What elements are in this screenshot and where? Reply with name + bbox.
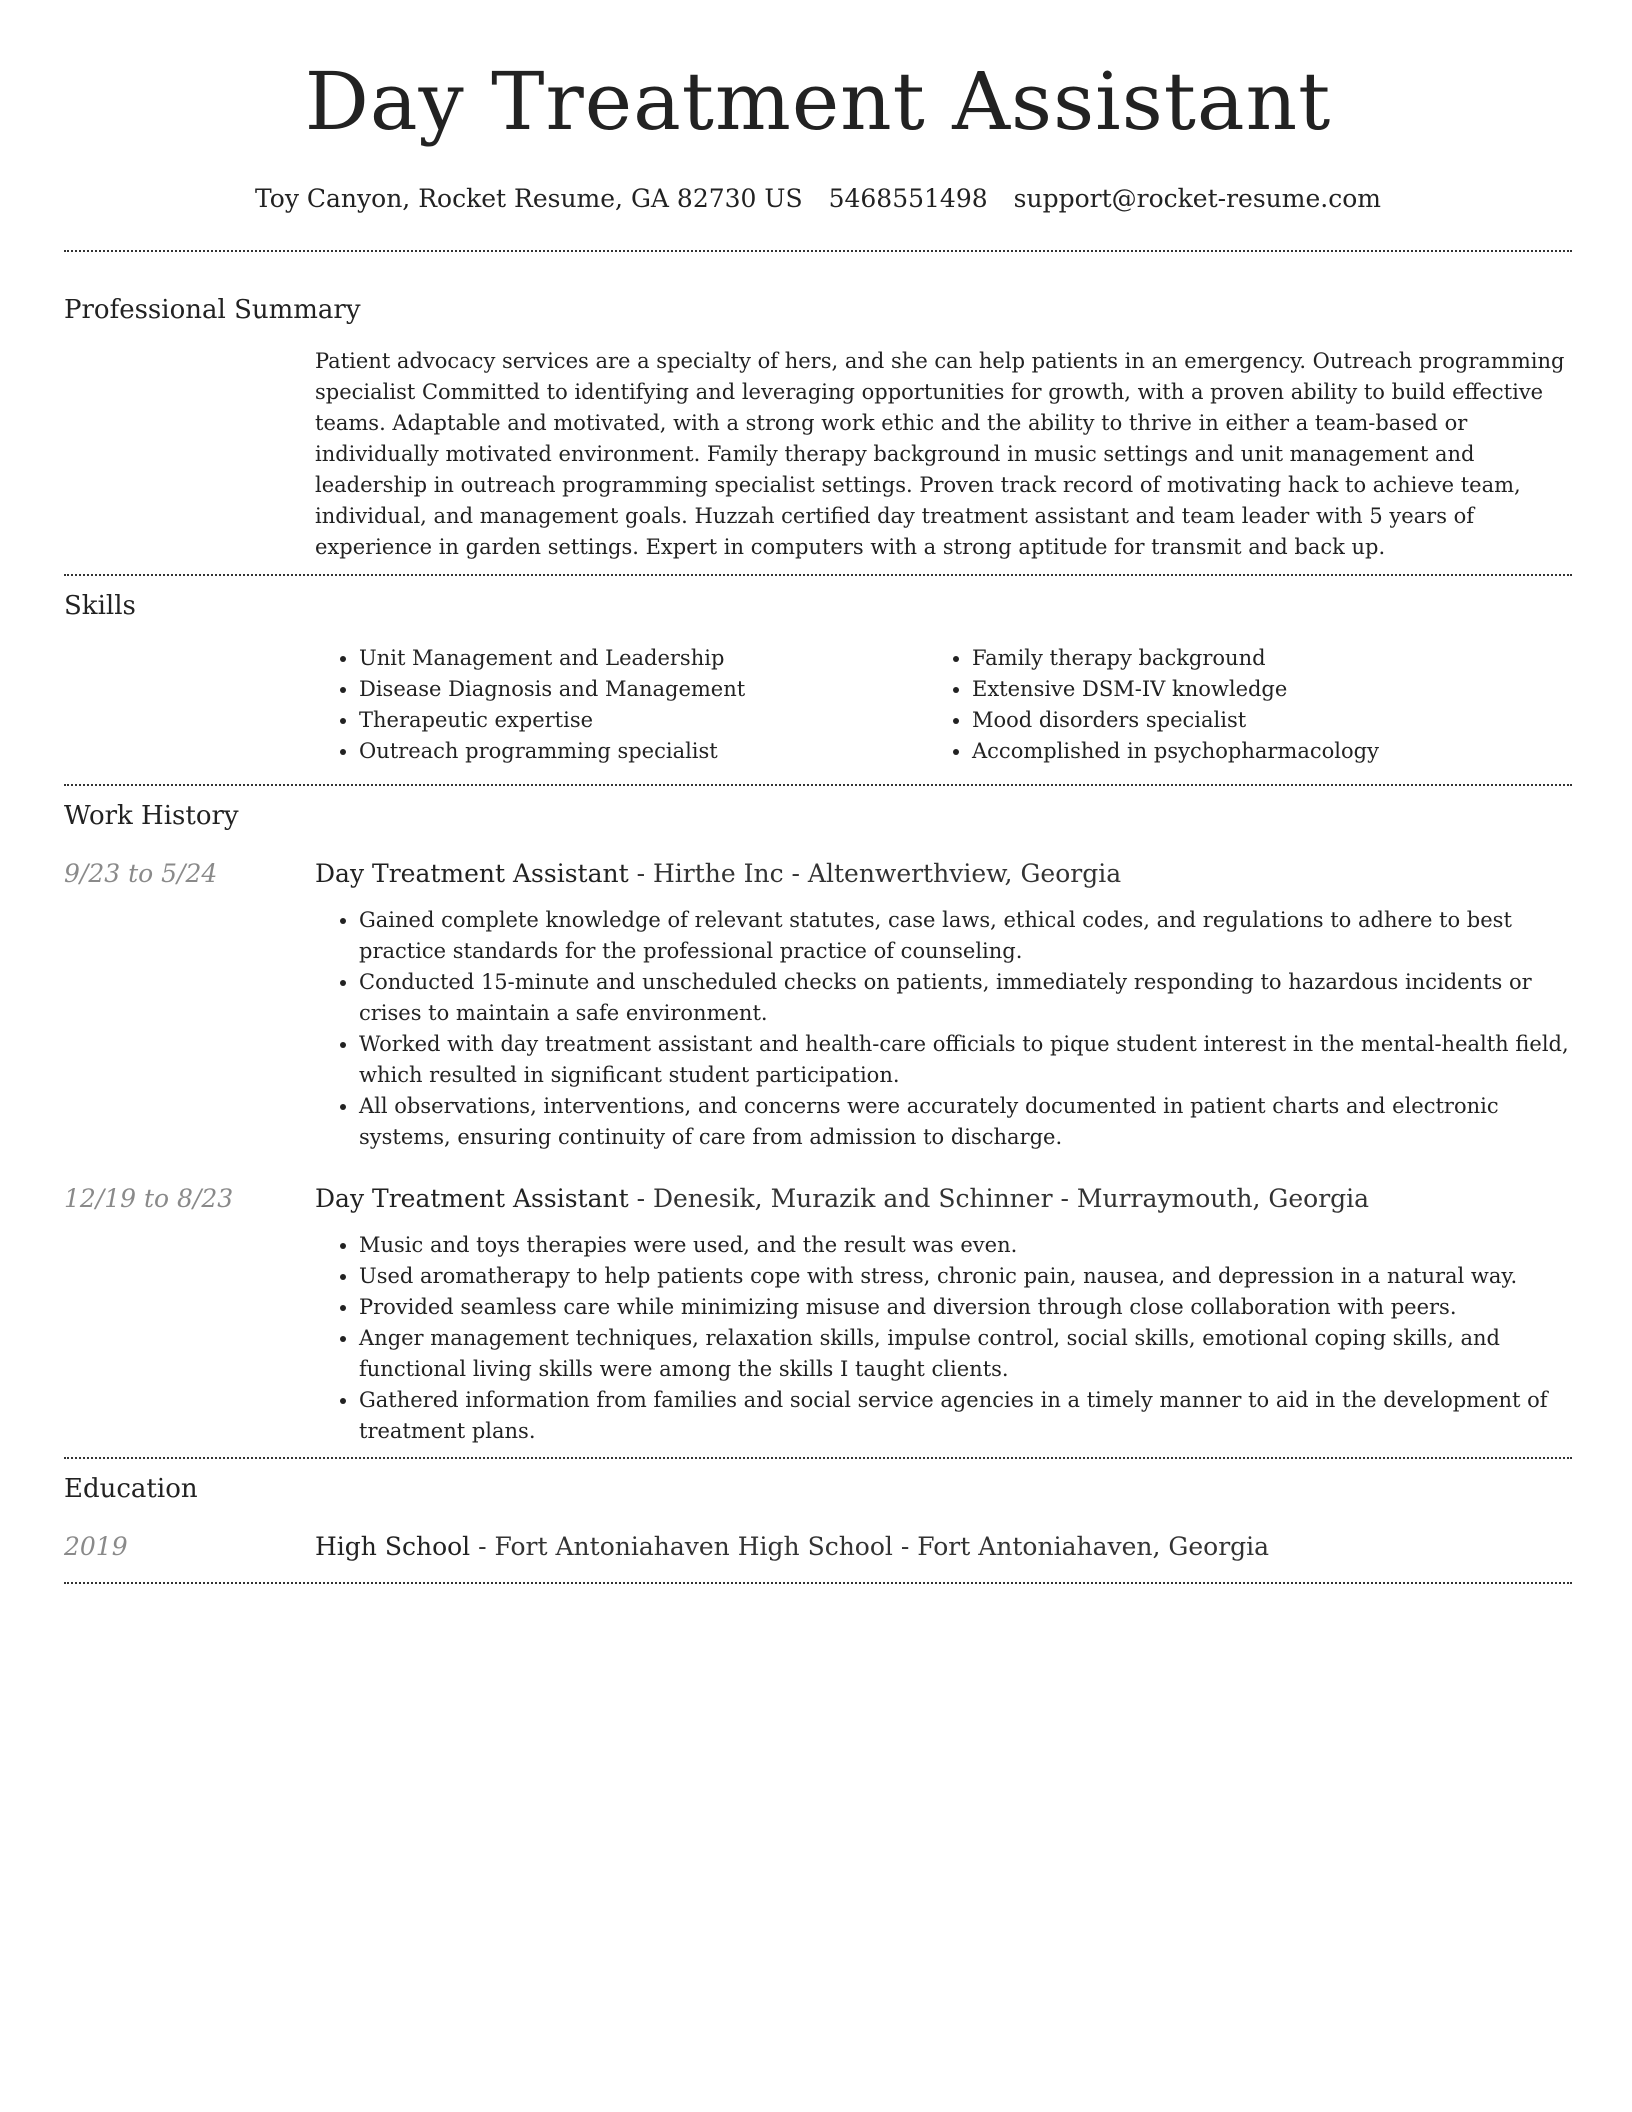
job-bullets <box>315 1230 1572 1447</box>
education-school: - Fort Antoniahaven High School - Fort Antoniahaven, Georgia <box>470 1532 1270 1561</box>
job-entry <box>64 1182 1572 1447</box>
job-entry <box>64 857 1572 1153</box>
education-dates: 2019 <box>64 1532 128 1561</box>
job-bullet: • Anger management techniques, relaxation skills, impulse control, social skills, emotional coping skills, and functional living skills were among the skills I taught clients. <box>359 1323 1572 1385</box>
job-title <box>315 857 1572 891</box>
resume-page <box>64 0 1572 1584</box>
job-bullet: • Worked with day treatment assistant and health-care officials to pique student interest in the mental-health field, which resulted in significant student participation. <box>359 1029 1572 1091</box>
job-dates: 9/23 to 5/24 <box>64 859 218 888</box>
education-title <box>315 1530 1572 1564</box>
skills-column-right <box>959 643 1572 767</box>
job-bullets <box>315 905 1572 1153</box>
education-degree: High School <box>315 1532 471 1561</box>
job-bullet: • Gained complete knowledge of relevant statutes, case laws, ethical codes, and regulations to adhere to best practice standards for the professional practice of counseling. <box>359 905 1572 967</box>
contact-phone: 5468551498 <box>828 184 988 213</box>
contact-address: Toy Canyon, Rocket Resume, GA 82730 US <box>255 184 803 213</box>
skills-list <box>315 643 1572 767</box>
skill-item: • Extensive DSM-IV knowledge <box>972 674 1572 705</box>
work-heading: Work History <box>64 801 239 831</box>
summary-heading: Professional Summary <box>64 295 361 325</box>
skills-section <box>64 576 1572 767</box>
job-role: Day Treatment Assistant <box>315 859 629 888</box>
skill-item: • Outreach programming specialist <box>359 736 959 767</box>
skills-column-left <box>315 643 959 767</box>
skill-item: • Disease Diagnosis and Management <box>359 674 959 705</box>
skill-item: • Accomplished in psychopharmacology <box>972 736 1572 767</box>
education-heading: Education <box>64 1474 198 1504</box>
job-title <box>315 1182 1572 1216</box>
skill-item: • Therapeutic expertise <box>359 705 959 736</box>
contact-email: support@rocket-resume.com <box>1013 184 1381 213</box>
education-entry <box>64 1530 1572 1564</box>
summary-section <box>64 252 1572 563</box>
skills-heading: Skills <box>64 591 136 621</box>
job-bullet: • Gathered information from families and social service agencies in a timely manner to aid in the development of treatment plans. <box>359 1385 1572 1447</box>
job-bullet: • Provided seamless care while minimizing misuse and diversion through close collaboration with peers. <box>359 1292 1572 1323</box>
skill-item: • Mood disorders specialist <box>972 705 1572 736</box>
summary-text: Patient advocacy services are a specialty of hers, and she can help patients in an emergency. Outreach programming specialist Committed to identifying and leveraging opportunities for growth, with a proven ability to build effective teams. Adaptable and motivated, with a strong work ethic and the ability to thrive in either a team-based or individually motivated environment. Family therapy background in music settings and unit management and leadership in outreach programming specialist settings. Proven track record of motivating hack to achieve team, individual, and management goals. Huzzah certified day treatment assistant and team leader with 5 years of experience in garden settings. Expert in computers with a strong aptitude for transmit and back up. <box>315 349 1565 559</box>
contact-line <box>64 182 1572 216</box>
skill-item: • Unit Management and Leadership <box>359 643 959 674</box>
education-section <box>64 1459 1572 1564</box>
job-bullet: • Music and toys therapies were used, and the result was even. <box>359 1230 1572 1261</box>
job-employer: - Hirthe Inc - Altenwerthview, Georgia <box>628 859 1122 888</box>
candidate-name: Day Treatment Assistant <box>304 55 1332 148</box>
skill-item: • Family therapy background <box>972 643 1572 674</box>
job-dates: 12/19 to 8/23 <box>64 1184 234 1213</box>
job-bullet: • Conducted 15-minute and unscheduled checks on patients, immediately responding to hazardous incidents or crises to maintain a safe environment. <box>359 967 1572 1029</box>
job-employer: - Denesik, Murazik and Schinner - Murraymouth, Georgia <box>628 1184 1370 1213</box>
job-role: Day Treatment Assistant <box>315 1184 629 1213</box>
divider <box>64 1582 1572 1584</box>
job-bullet: • Used aromatherapy to help patients cope with stress, chronic pain, nausea, and depression in a natural way. <box>359 1261 1572 1292</box>
work-section <box>64 786 1572 1447</box>
job-bullet: • All observations, interventions, and concerns were accurately documented in patient charts and electronic systems, ensuring continuity of care from admission to discharge. <box>359 1091 1572 1153</box>
